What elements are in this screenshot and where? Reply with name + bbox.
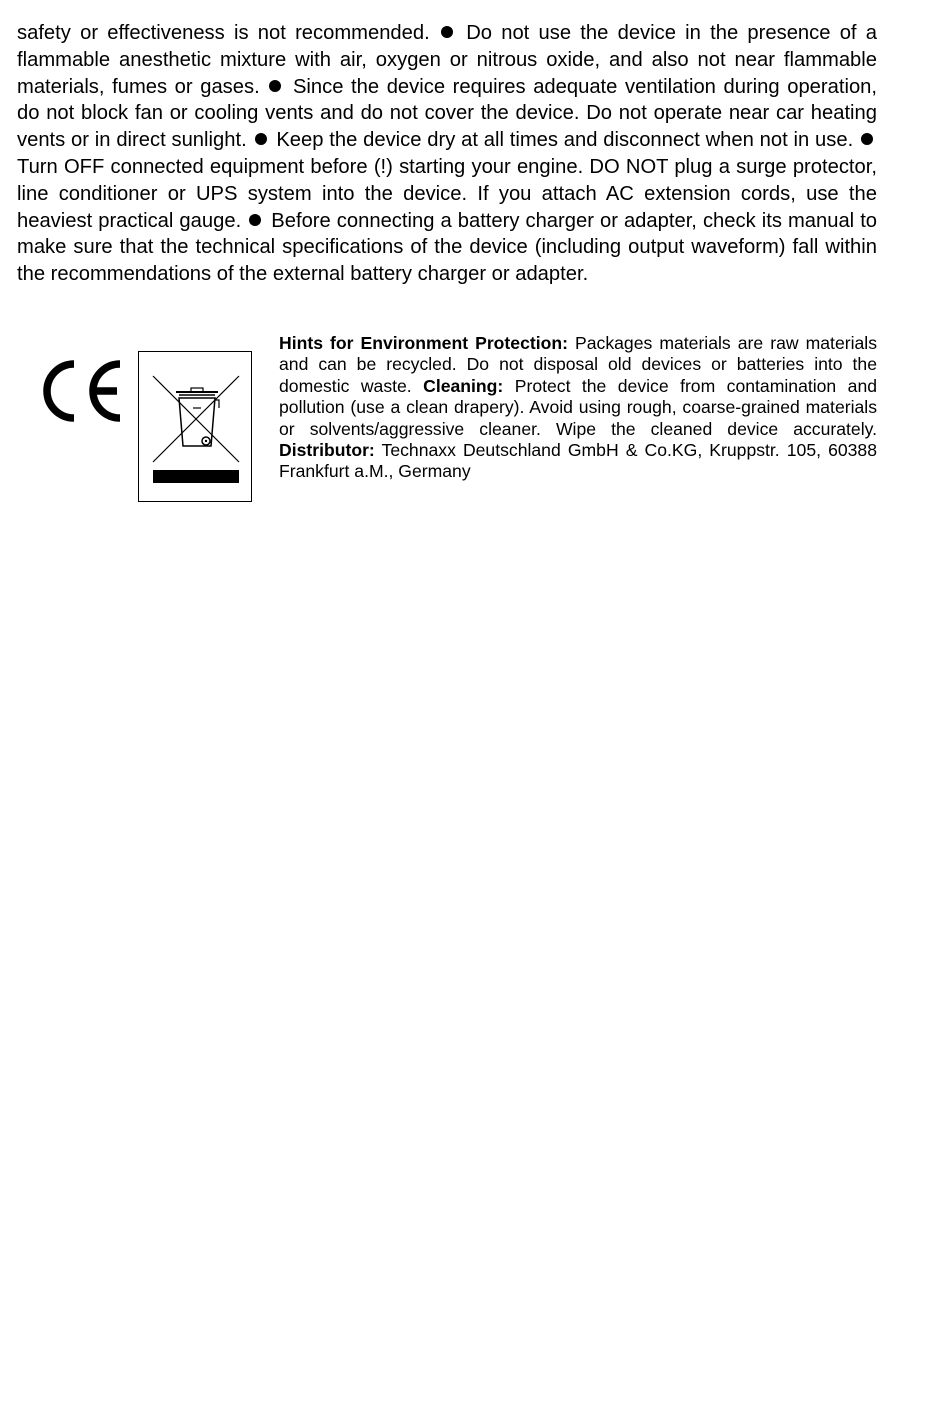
safety-sentence-4: Keep the device dry at all times and disconnect when not in use.: [276, 129, 854, 152]
safety-sentence-6: Before connecting a battery charger or adapter, check its manual to make sure that the technical specifications of the device (including output waveform) fall within the recommendations of the external battery charger or adapter.: [17, 209, 878, 286]
environment-cleaning-distributor-paragraph: [279, 333, 877, 483]
distributor-text: Technaxx Deutschland GmbH & Co.KG, Kruppstr. 105, 60388 Frankfurt a.M., Germany: [279, 440, 877, 482]
bullet-icon: [255, 133, 267, 145]
bullet-icon: [861, 133, 873, 145]
bullet-icon: [249, 214, 261, 226]
distributor-label: Distributor:: [279, 440, 375, 461]
ce-mark-icon: [38, 356, 124, 426]
hints-label: Hints for Environment Protection:: [279, 333, 568, 353]
safety-sentence-1: safety or effectiveness is not recommended.: [17, 22, 430, 44]
crossed-out-wheelie-bin-icon: [139, 352, 253, 503]
ce-mark-logo: [38, 356, 124, 426]
safety-sentence-5: Turn OFF connected equipment before (!) starting your engine. DO NOT plug a surge protector, line conditioner or UPS system into the device. If you attach AC extension cords, use the heaviest practical gauge.: [17, 155, 877, 232]
bullet-icon: [269, 80, 281, 92]
cleaning-text: Protect the device from contamination and pollution (use a clean drapery). Avoid using rough, coarse-grained materials or solvents/aggressive cleaner. Wipe the cleaned device accurately.: [279, 375, 878, 439]
safety-sentence-2: Do not use the device in the presence of a flammable anesthetic mixture with air, oxygen or nitrous oxide, and also not near flammable materials, fumes or gases.: [17, 22, 877, 98]
safety-sentence-3: Since the device requires adequate ventilation during operation, do not block fan or cooling vents and do not cover the device. Do not operate near car heating vents or in direct sunlight.: [17, 75, 878, 152]
weee-symbol: [138, 351, 252, 502]
bullet-icon: [441, 26, 453, 38]
safety-instructions-paragraph: [17, 20, 877, 288]
hints-text: Packages materials are raw materials and can be recycled. Do not disposal old devices or batteries into the domestic waste.: [279, 333, 877, 396]
cleaning-label: Cleaning:: [423, 375, 504, 396]
